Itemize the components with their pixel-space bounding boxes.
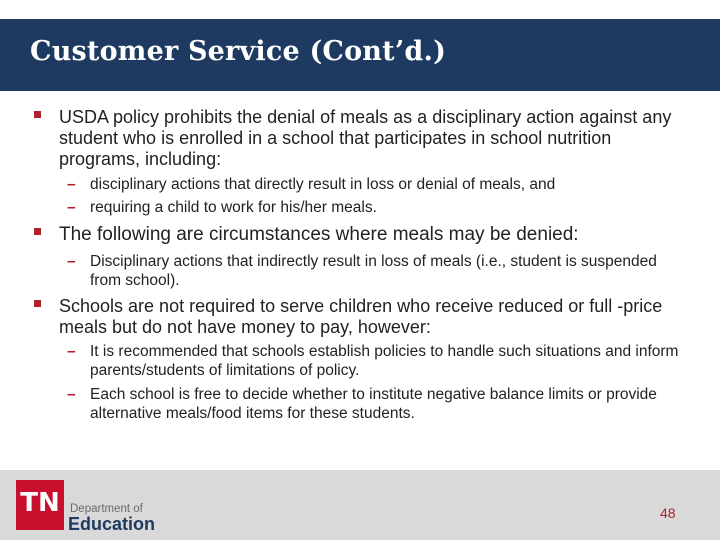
- sub-bullet-1-2: [67, 198, 680, 217]
- dash-icon: –: [67, 386, 76, 403]
- square-bullet-icon: [34, 111, 41, 118]
- bullet-3-text: Schools are not required to serve children who receive reduced or full -price meals but do not have money to pay, however:: [59, 296, 663, 337]
- bullet-2: [59, 224, 679, 245]
- square-bullet-icon: [34, 300, 41, 307]
- sub-bullet-1-1-text: disciplinary actions that directly result in loss or denial of meals, and: [90, 176, 556, 193]
- slide-title: Customer Service (Cont’d.): [30, 36, 447, 67]
- sub-bullet-1-2-text: requiring a child to work for his/her meals.: [90, 199, 377, 216]
- tn-logo-badge: TN: [16, 480, 64, 530]
- sub-bullet-3-1-text: It is recommended that schools establish policies to handle such situations and inform parents/students of limitations of policy.: [90, 343, 679, 379]
- logo-education-text: Education: [68, 514, 156, 534]
- sub-bullet-3-1: [67, 342, 680, 380]
- dash-icon: –: [67, 343, 76, 360]
- bullet-1: [59, 107, 679, 170]
- bullet-1-text: USDA policy prohibits the denial of meals as a disciplinary action against any student who is enrolled in a school that participates in school nutrition programs, including:: [59, 107, 672, 169]
- bullet-3: [59, 296, 679, 338]
- dash-icon: –: [67, 176, 76, 193]
- sub-bullet-3-2-text: Each school is free to decide whether to institute negative balance limits or provide alternative meals/food items for these students.: [90, 386, 657, 422]
- square-bullet-icon: [34, 228, 41, 235]
- sub-bullet-3-2: [67, 385, 680, 423]
- sub-bullet-2-1: [67, 252, 680, 290]
- page-number: 48: [660, 505, 676, 521]
- logo-department-text: Department of: [70, 503, 143, 515]
- bullet-2-text: The following are circumstances where meals may be denied:: [59, 224, 579, 245]
- dash-icon: –: [67, 199, 76, 216]
- sub-bullet-2-1-text: Disciplinary actions that indirectly result in loss of meals (i.e., student is suspended from school).: [90, 253, 657, 289]
- sub-bullet-1-1: [67, 175, 680, 194]
- dash-icon: –: [67, 253, 76, 270]
